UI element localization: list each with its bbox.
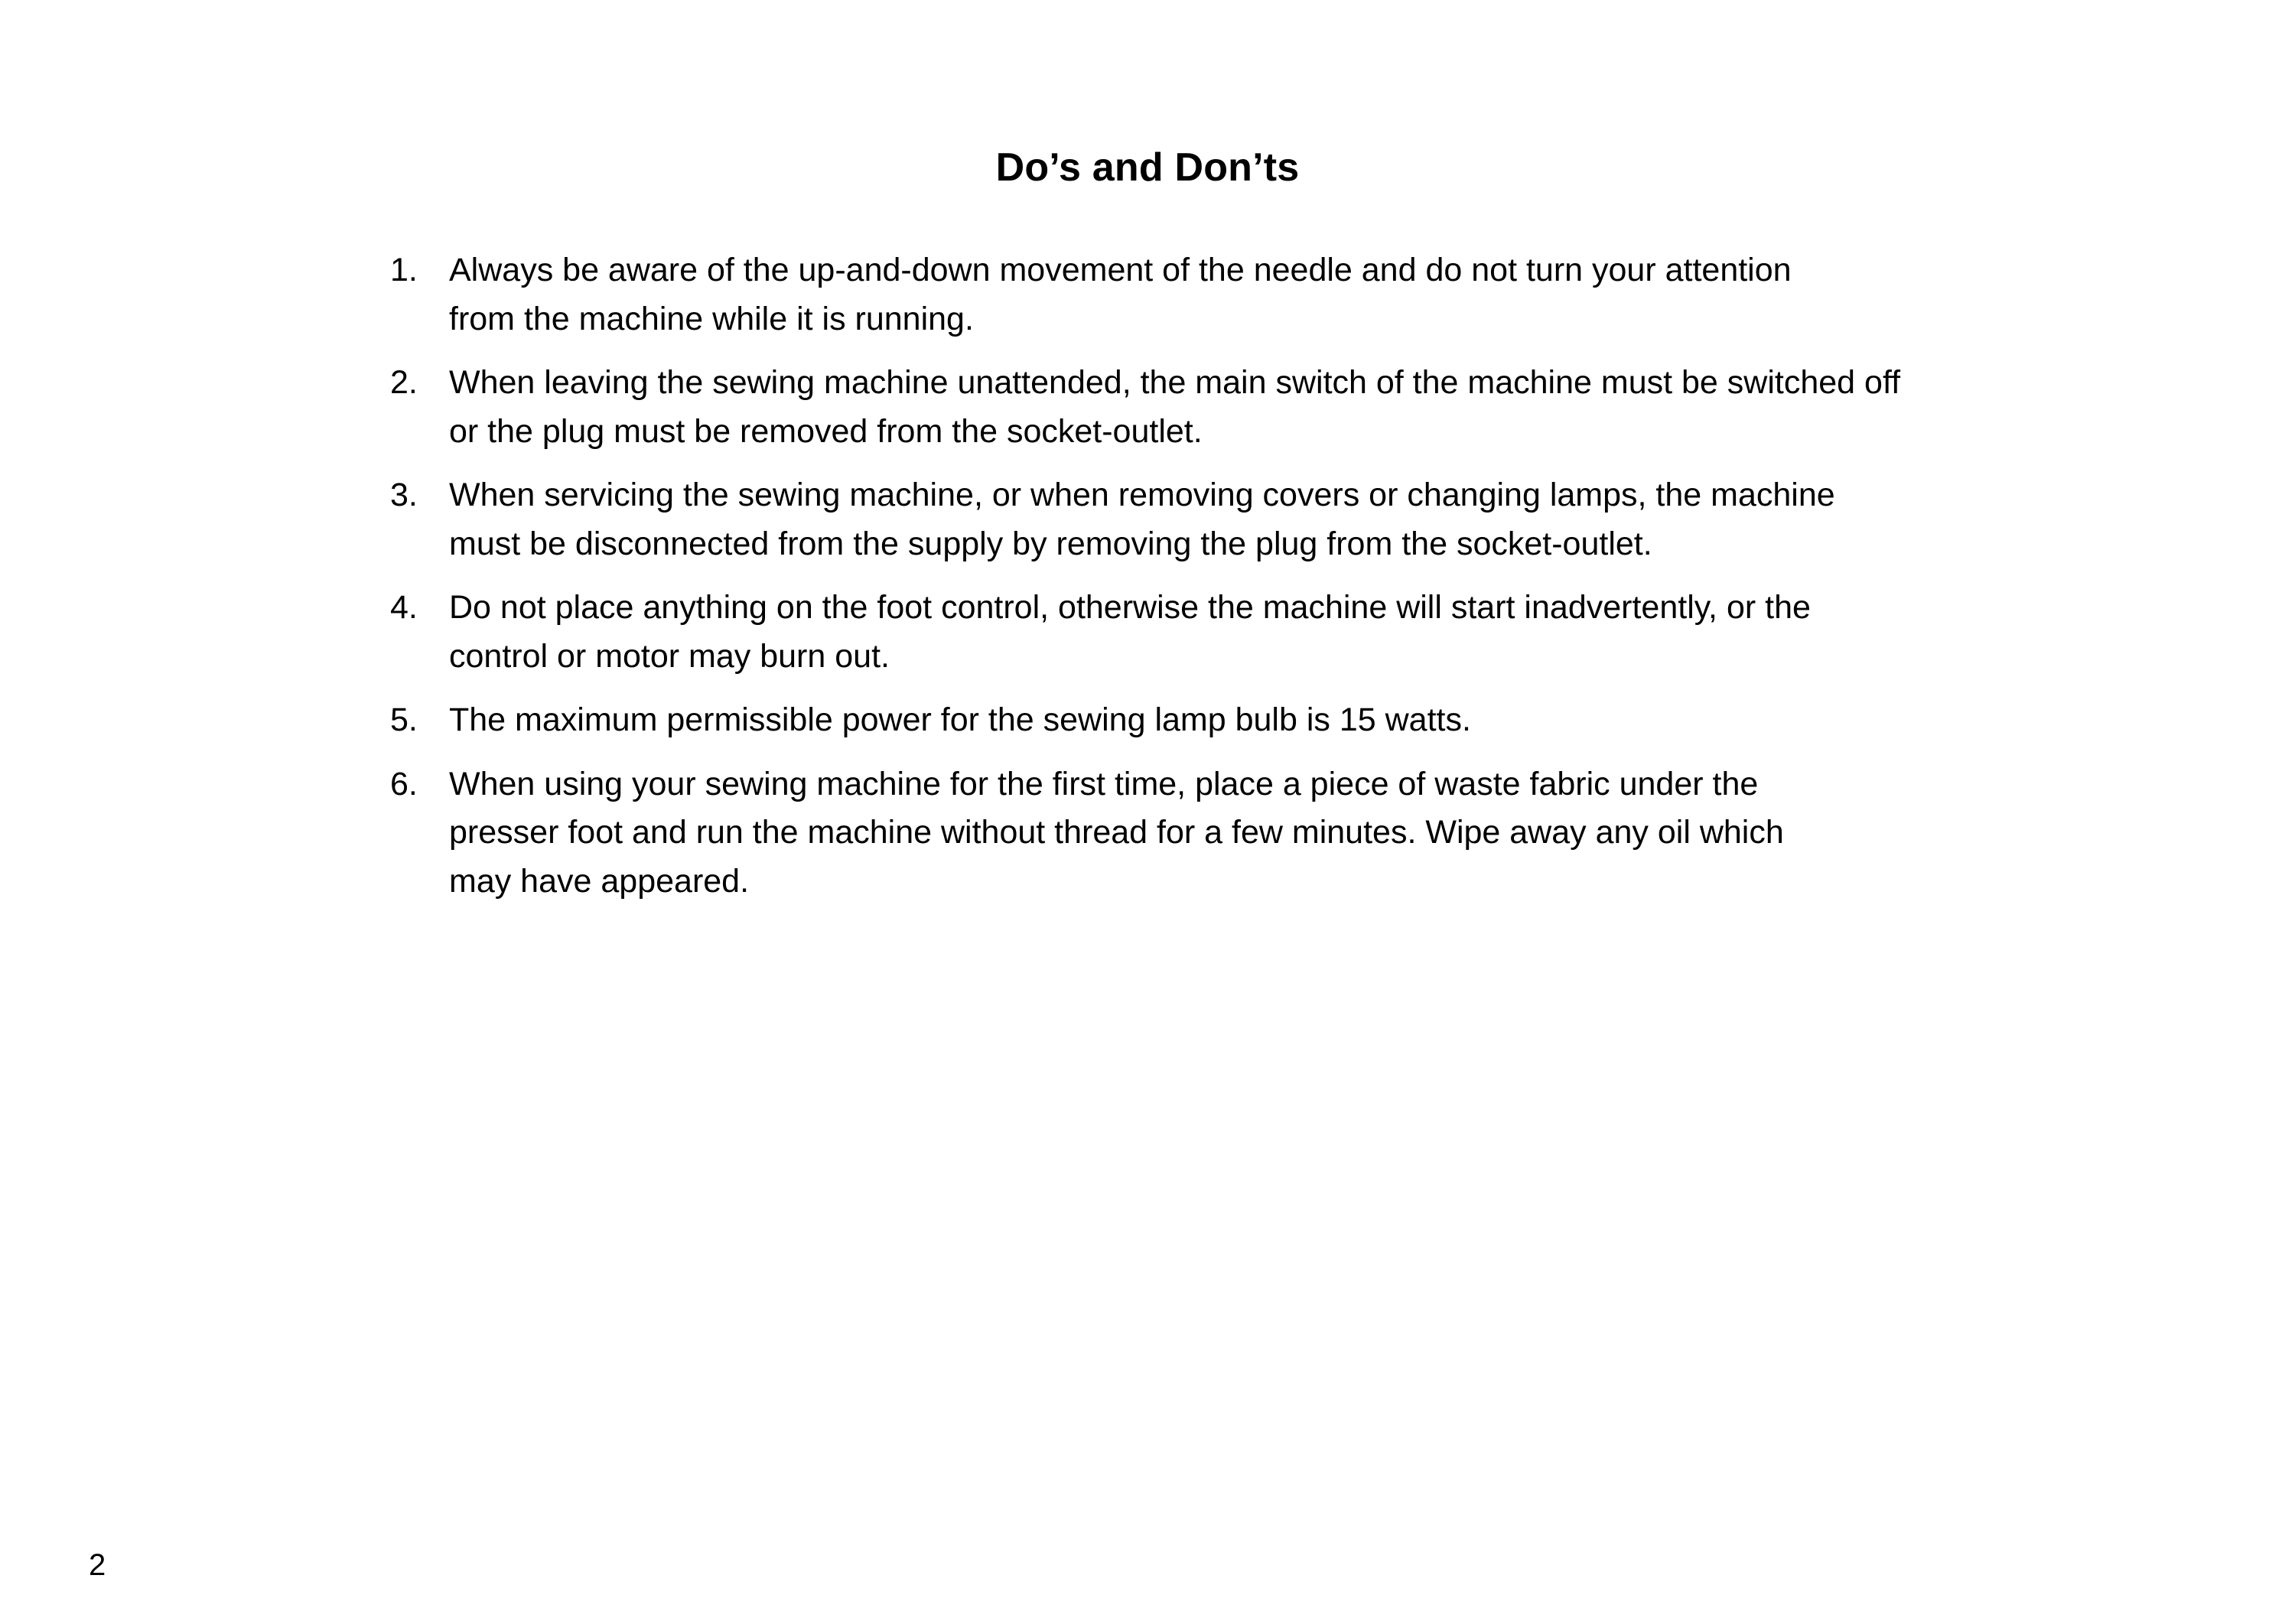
text-line: Do not place anything on the foot control, otherwise the machine will start inadvertently, or the [449,589,1811,626]
list-item [390,246,2058,343]
list-item [390,584,2058,681]
list-item-number: 1. [390,252,418,288]
list-item-number: 4. [390,589,418,626]
text-line: control or motor may burn out. [449,637,890,675]
list-item-text [449,584,2058,681]
list-item-text [449,696,2058,745]
list-item-text [449,471,2058,568]
list-item-number: 2. [390,364,418,401]
text-line: When using your sewing machine for the first time, place a piece of waste fabric under the [449,765,1759,802]
list-item [390,696,2058,745]
list-item-number: 3. [390,477,418,513]
text-line: presser foot and run the machine without thread for a few minutes. Wipe away any oil which [449,814,1784,851]
list-item-text [449,359,2058,456]
list-item [390,471,2058,568]
text-line: must be disconnected from the supply by removing the plug from the socket-outlet. [449,525,1652,562]
text-line: The maximum permissible power for the sewing lamp bulb is 15 watts. [449,701,1471,738]
text-line: or the plug must be removed from the socket-outlet. [449,412,1203,450]
list-item-text [449,246,2058,343]
list-item-text [449,760,2058,906]
text-line: from the machine while it is running. [449,300,974,337]
list-item-number: 5. [390,701,418,738]
page-number: 2 [89,1548,106,1582]
text-line: may have appeared. [449,862,750,900]
page-title: Do’s and Don’ts [995,145,1300,190]
list-item [390,359,2058,456]
list-item [390,760,2058,906]
text-line: When servicing the sewing machine, or when removing covers or changing lamps, the machine [449,477,1835,513]
rules-list [390,246,2058,921]
text-line: When leaving the sewing machine unattended, the main switch of the machine must be switched off [449,364,1901,401]
text-line: Always be aware of the up-and-down movement of the needle and do not turn your attention [449,252,1792,288]
list-item-number: 6. [390,765,418,802]
